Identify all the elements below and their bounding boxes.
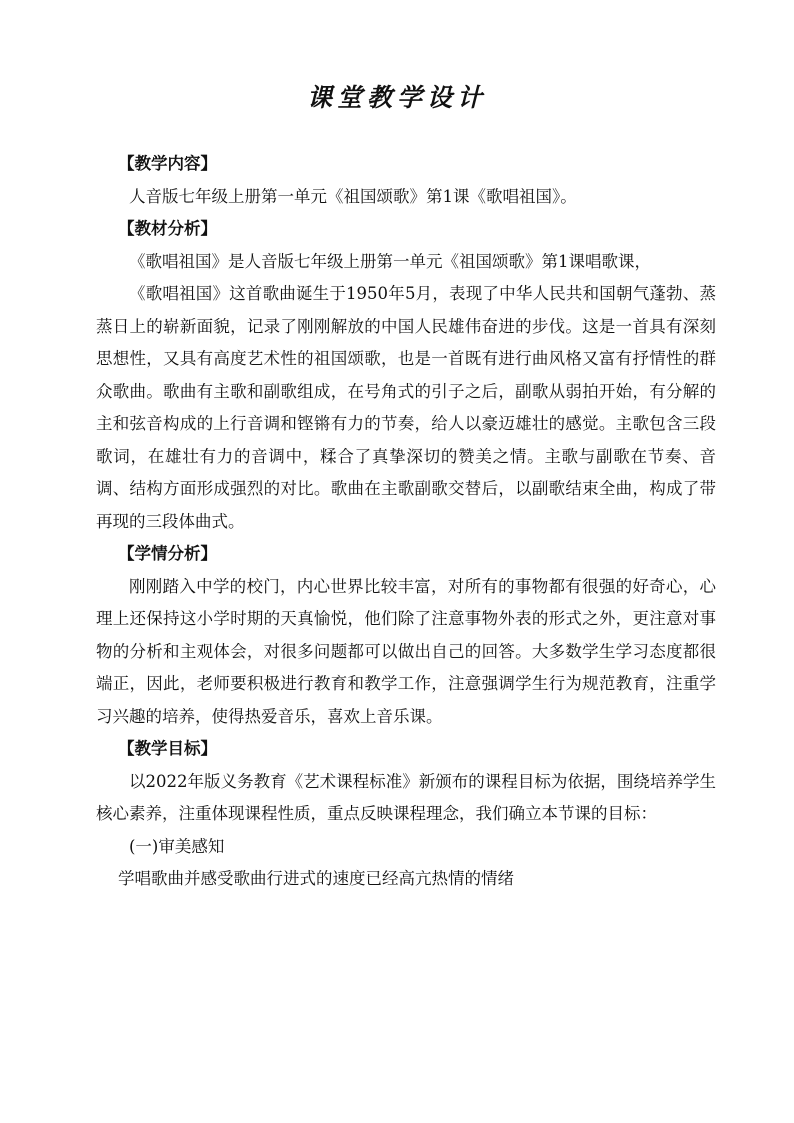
student-analysis-text: 刚刚踏入中学的校门，内心世界比较丰富，对所有的事物都有很强的好奇心，心理上还保持这小学时期的天真愉悦，他们除了注意事物外表的形式之外，更注意对事物的分析和主观体会，对很多问题都可以做出自己的回答。大多数学生学习态度都很端正，因此，老师要积极进行教育和教学工作，注意强调学生行为规范教育，注重学习兴趣的培养，使得热爱音乐，喜欢上音乐课。 xyxy=(96,576,716,726)
material-analysis-paragraph-2: 《歌唱祖国》这首歌曲诞生于1950年5月，表现了中华人民共和国朝气蓬勃、蒸蒸日上的崭新面貌，记录了刚刚解放的中国人民雄伟奋进的步伐。这是一首具有深刻思想性，又具有高度艺术性的祖国颂歌，也是一首既有进行曲风格又富有抒情性的群众歌曲。歌曲有主歌和副歌组成，在号角式的引子之后，副歌从弱拍开始，有分解的主和弦音构成的上行音调和铿锵有力的节奏，给人以豪迈雄壮的感觉。主歌包含三段歌词，在雄壮有力的音调中，糅合了真挚深切的赞美之情。主歌与副歌在节奏、音调、结构方面形成强烈的对比。歌曲在主歌副歌交替后，以副歌结束全曲，构成了带再现的三段体曲式。 xyxy=(96,284,716,531)
teaching-goals-text: 以2022年版义务教育《艺术课程标准》新颁布的课程目标为依据，围绕培养学生核心素养，注重体现课程性质，重点反映课程理念，我们确立本节课的目标： xyxy=(96,771,716,823)
goal-aesthetic-text: 学唱歌曲并感受歌曲行进式的速度已经高亢热情的情绪 xyxy=(118,869,514,888)
goal-subheading-aesthetic: (一)审美感知 xyxy=(129,836,225,856)
section-heading-teaching-goals: 【教学目标】 xyxy=(118,739,217,758)
section-heading-teaching-content: 【教学内容】 xyxy=(118,154,217,173)
document-title: 课堂教学设计 xyxy=(306,83,487,112)
document-body xyxy=(96,148,716,896)
section-heading-student-analysis: 【学情分析】 xyxy=(118,544,217,563)
material-analysis-paragraph-1: 《歌唱祖国》是人音版七年级上册第一单元《祖国颂歌》第1课唱歌课， xyxy=(129,251,651,271)
teaching-content-text: 人音版七年级上册第一单元《祖国颂歌》第1课《歌唱祖国》。 xyxy=(129,186,577,206)
section-heading-material-analysis: 【教材分析】 xyxy=(118,219,217,238)
